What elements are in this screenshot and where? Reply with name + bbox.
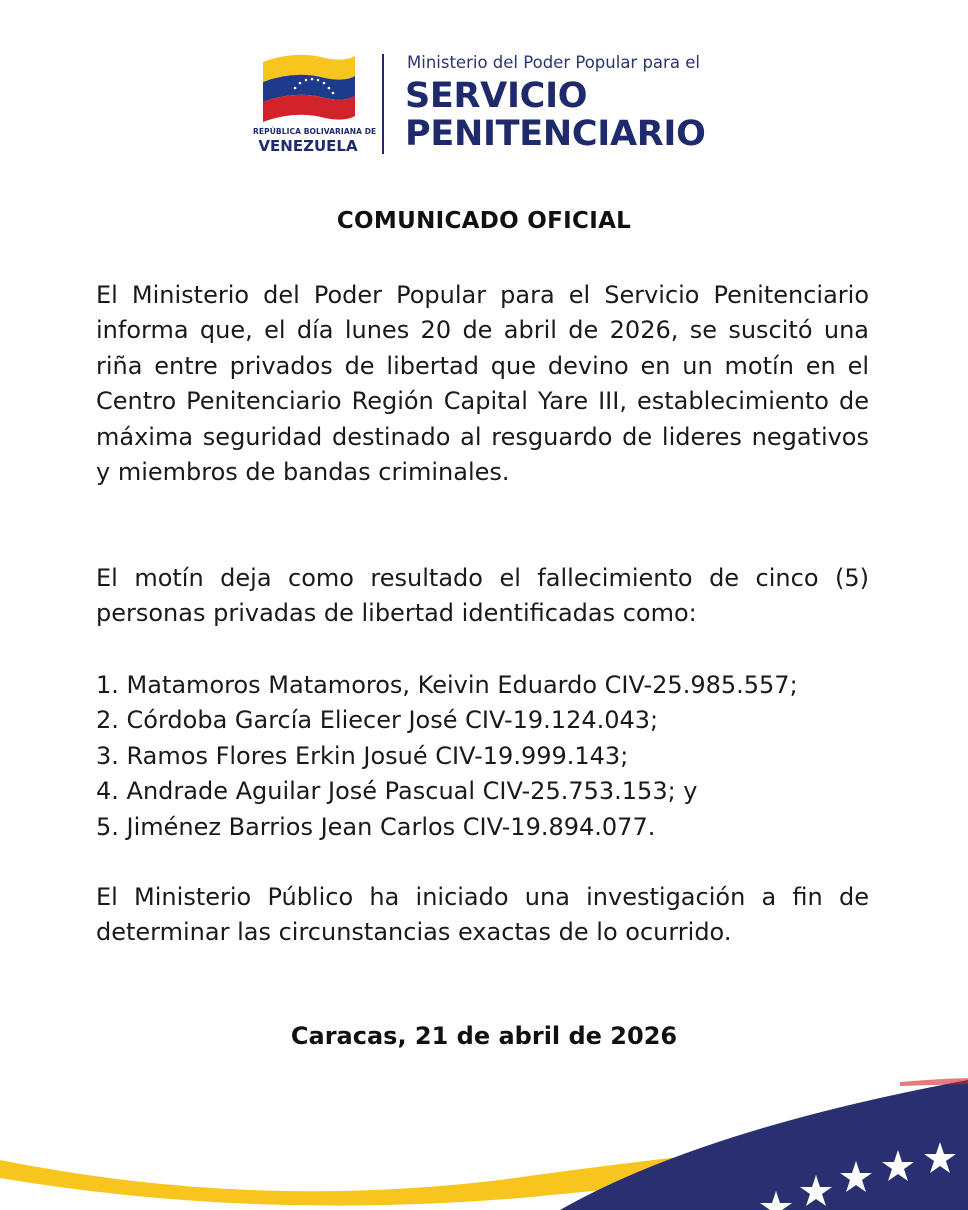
place-date: Caracas, 21 de abril de 2026 xyxy=(290,1022,678,1050)
venezuela-flag-logo xyxy=(255,50,365,125)
flag-wave-decoration xyxy=(0,1060,968,1210)
paragraph-investigation: El Ministerio Público ha iniciado una investigación a fin de determinar las circunstancias exactas de lo ocurrido. xyxy=(96,883,869,947)
list-item: 1. Matamoros Matamoros, Keivin Eduardo CIV-25.985.557; xyxy=(96,671,798,699)
header-divider xyxy=(382,54,384,154)
victims-list xyxy=(96,668,886,845)
country-label: VENEZUELA xyxy=(258,137,358,155)
paragraph-result: El motín deja como resultado el fallecimiento de cinco (5) personas privadas de libertad identificadas como: xyxy=(96,564,869,628)
list-item: 3. Ramos Flores Erkin Josué CIV-19.999.143; xyxy=(96,741,629,770)
list-item: 4. Andrade Aguilar José Pascual CIV-25.753.153; y xyxy=(96,777,698,806)
paragraph-incident: El Ministerio del Poder Popular para el Servicio Penitenciario informa que, el día lunes 20 de abril de 2026, se suscitó una riña entre privados de libertad que devino en un motín en el Centro Penitenciario Región Capital Yare III, establecimiento de máxima seguridad destinado al resguardo de lideres negativos y miembros de bandas criminales. xyxy=(96,281,869,487)
letterhead xyxy=(0,0,968,175)
republic-label: REPÚBLICA BOLIVARIANA DE xyxy=(253,127,377,136)
document-title: COMUNICADO OFICIAL xyxy=(336,208,632,234)
ministry-name-line2: PENITENCIARIO xyxy=(405,114,706,154)
ministry-name-line1: SERVICIO xyxy=(405,76,588,116)
list-item: 2. Córdoba García Eliecer José CIV-19.124.043; xyxy=(96,706,659,735)
list-item: 5. Jiménez Barrios Jean Carlos CIV-19.894.077. xyxy=(96,812,656,841)
ministry-prefix: Ministerio del Poder Popular para el xyxy=(407,53,700,72)
